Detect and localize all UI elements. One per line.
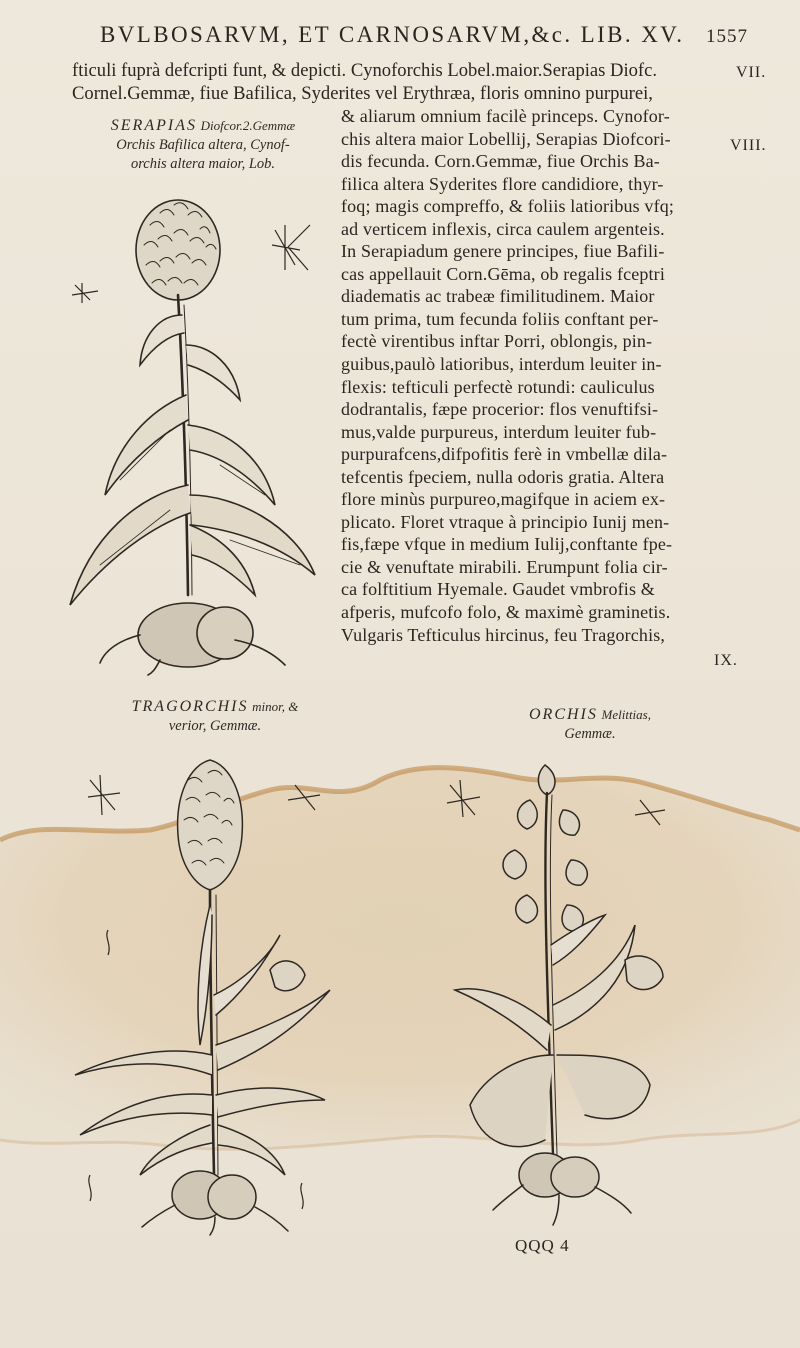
figure1-caption-line3: orchis altera maior, Lob.: [130, 156, 276, 172]
intro-line-1: fticuli fuprà defcripti funt, & depicti. Cynoforchis Lobel.maior.Serapias Diofc.: [72, 60, 658, 81]
figure2-caption-head: TRAGORCHIS: [131, 698, 249, 715]
margin-numeral-ix: IX.: [714, 652, 738, 669]
body-line: tum prima, tum fecunda foliis conftant per-: [341, 308, 659, 329]
body-line: fis,fæpe vfque in medium Iulij,conftante fpe-: [341, 534, 673, 555]
intro-line-2: Cornel.Gemmæ, fiue Bafilica, Syderites vel Erythræa, floris omnino purpurei,: [72, 83, 653, 104]
body-line: filica altera Syderites flore candidiore, thyr-: [341, 173, 664, 194]
figure2-caption-line2: verior, Gemmæ.: [168, 718, 262, 734]
body-line: guibus,paulò latioribus, interdum leuiter in-: [341, 354, 662, 375]
running-title: BVLBOSARVM, ET CARNOSARVM,&c. LIB. XV.: [100, 22, 685, 47]
figure2-caption-rest: minor, &: [252, 699, 299, 714]
serapias-orchid-woodcut-icon: [60, 195, 330, 675]
figure3-caption-rest: Melittias,: [601, 707, 651, 722]
running-header: [100, 22, 770, 48]
body-text: [341, 105, 721, 646]
body-line: mus,valde purpureus, interdum leuiter fub-: [341, 421, 657, 442]
body-line: foq; magis compreffo, & foliis latioribus vfq;: [341, 196, 675, 217]
body-line: chis altera maior Lobellij, Serapias Diofcori-: [341, 128, 671, 149]
figure3-caption-head: ORCHIS: [529, 706, 598, 723]
body-line: purpurafcens,difpofitis ferè in vmbellæ dila-: [341, 444, 668, 465]
body-line: & aliarum omnium facilè princeps. Cynofor-: [341, 106, 670, 126]
body-line: tefcentis fpeciem, nulla odoris gratia. Altera: [341, 466, 665, 487]
margin-numeral-viii: VIII.: [730, 137, 767, 154]
body-line: plicato. Floret vtraque à principio Iunij men-: [341, 511, 670, 532]
body-line: afperis, mufcofo folo, & maximè graminetis.: [341, 602, 671, 623]
figure1-caption-line2: Orchis Bafilica altera, Cynof-: [116, 137, 290, 153]
orchis-melittias-woodcut-icon: [435, 755, 700, 1230]
page-number: 1557: [706, 26, 748, 47]
figure1-caption-rest: Diofcor.2.Gemmæ: [200, 118, 296, 133]
body-line: ad verticem inflexis, circa caulem argenteis.: [341, 218, 665, 239]
body-line: ca folftitium Hyemale. Gaudet vmbrofis &: [341, 579, 655, 600]
figure1-caption-head: SERAPIAS: [110, 117, 197, 134]
body-line: fectè virentibus inftar Porri, oblongis, pin-: [341, 331, 653, 352]
body-line: diadematis ac trabeæ fimilitudinem. Maior: [341, 286, 655, 307]
body-line: flexis: tefticuli perfectè rotundi: cauliculus: [341, 376, 655, 397]
figure3-caption-line2: Gemmæ.: [564, 726, 616, 742]
body-line: dis fecunda. Corn.Gemmæ, fiue Orchis Ba-: [341, 151, 660, 172]
margin-numeral-vii: VII.: [736, 64, 767, 81]
tragorchis-orchid-woodcut-icon: [70, 755, 345, 1235]
body-line: flore minùs purpureo,magifque in aciem ex-: [341, 489, 666, 510]
figure3-caption: [470, 705, 710, 744]
figure1-caption: [68, 116, 338, 174]
body-line: In Serapiadum genere principes, fiue Bafili-: [341, 241, 665, 262]
body-line: cas appellauit Corn.Gēma, ob regalis fceptri: [341, 263, 665, 284]
signature-mark: QQQ 4: [515, 1236, 570, 1255]
body-line: Vulgaris Tefticulus hircinus, feu Tragorchis,: [341, 624, 666, 645]
body-line: dodrantalis, fæpe procerior: flos venuftifsi-: [341, 399, 659, 420]
body-line: cie & venuftate mirabili. Erumpunt folia cir-: [341, 556, 668, 577]
figure2-caption: [75, 697, 355, 736]
